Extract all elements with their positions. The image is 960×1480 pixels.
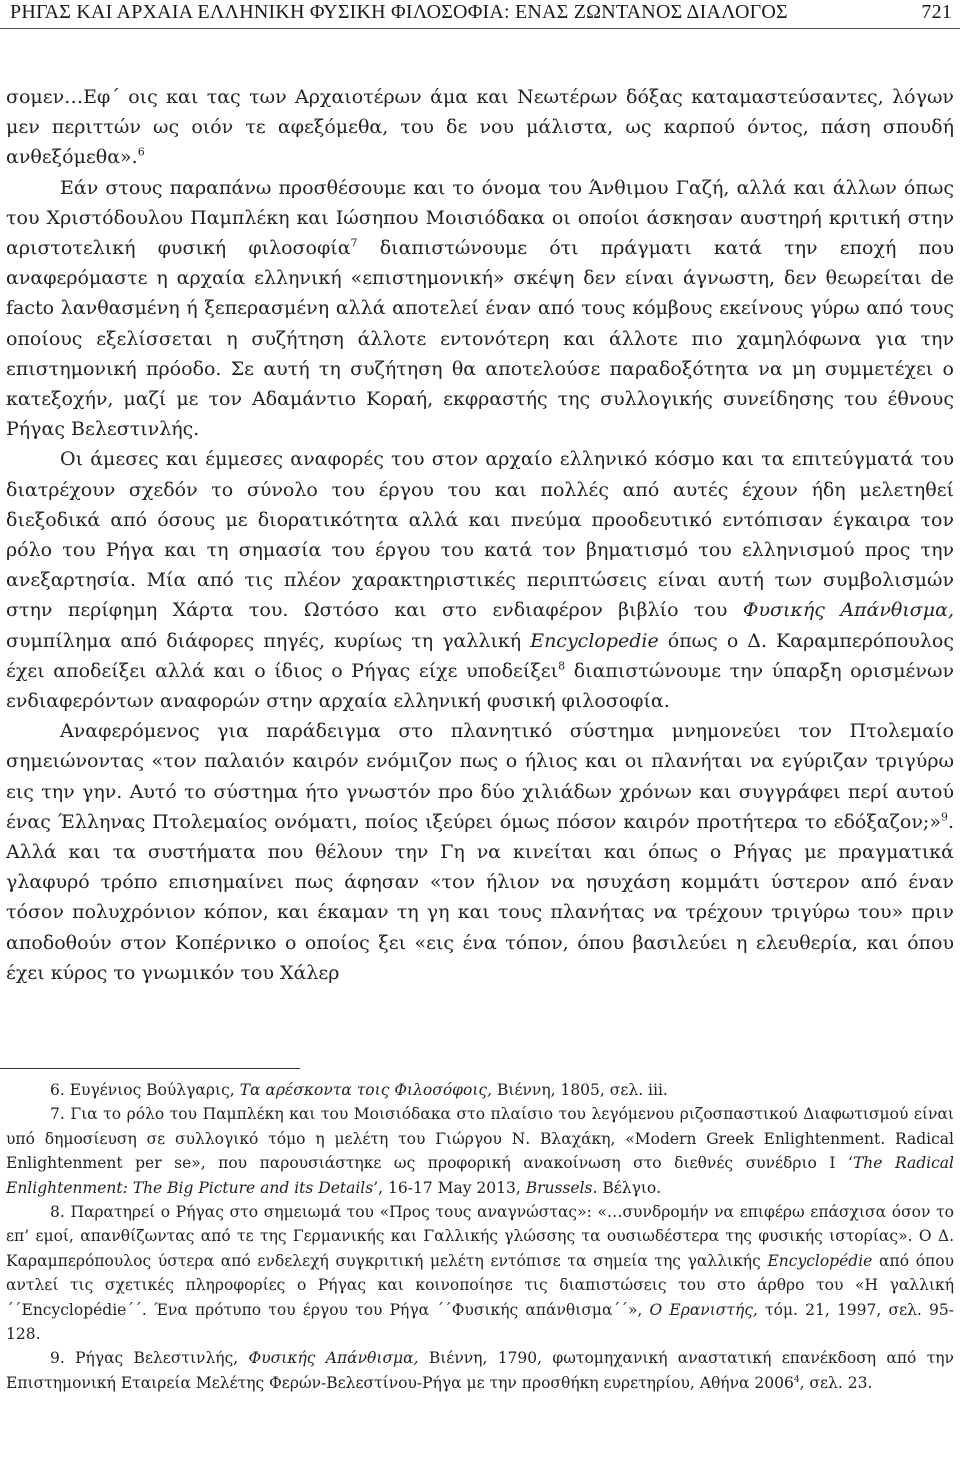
paragraph-3-text-c: όπως ο Δ. Καραμπερόπουλος έχει αποδείξει αλλά και ο ίδιος ο Ρήγας είχε υποδείξει	[6, 629, 954, 682]
footnote-6-text-a: 6. Ευγένιος Βούλγαρις,	[50, 1081, 240, 1099]
footnote-9-text-b: Βιέννη, 1790, φωτομηχανική αναστατική επανέκδοση από την Επιστημονική Εταιρεία Μελέτης Φερών-Βελεστίνου-Ρήγα με την προσθήκη ευρετηρίου, Αθήνα 2006	[6, 1349, 954, 1392]
paragraph-2-text-b: διαπιστώνουμε ότι πράγματι κατά την εποχή που αναφερόμαστε η αρχαία ελληνική «επιστημονική» σκέψη δεν είναι άγνωστη, δεν θεωρείται de facto λανθασμένη ή ξεπερασμένη αλλά αποτελεί έναν από τους κόμβους εκείνους γύρω από τους οποίους εξελίσσεται η συζήτηση άλλοτε εντονότερη και άλλοτε πιο χαμηλόφωνα για την επιστημονική πρόοδο. Σε αυτή τη συζήτηση θα αποτελούσε παραδοξότητα να μη συμμετέχει ο κατεξοχήν, μαζί με τον Αδαμάντιο Κοραή, εκφραστής της συλλογικής συνείδησης του έθνους Ρήγας Βελεστινλής.	[6, 237, 955, 441]
paragraph-1-text: σομεν…Εφ΄ οις και τας των Αρχαιοτέρων άμα και Νεωτέρων δόξας καταμαστεύσαντες, λόγων μεν περιττών ως οιόν τε αφεξόμεθα, του δε νου μάλιστα, ως καρπού όντος, πάση σπουδή ανθεξόμεθα».	[6, 86, 954, 169]
footnote-9-italic: Φυσικής Απάνθισμα,	[248, 1349, 419, 1368]
paragraph-2-text-a: Εάν στους παραπάνω προσθέσουμε και το όνομα του Άνθιμου Γαζή, αλλά και άλλων όπως του Χριστόδουλου Παμπλέκη και Ιώσηπου Μοισιόδακα οι οποίοι άσκησαν αυστηρή κριτική στην αριστοτελική φυσική φιλοσοφία	[6, 176, 954, 260]
running-title: ΡΗΓΑΣ ΚΑΙ ΑΡΧΑΙΑ ΕΛΛΗΝΙΚΗ ΦΥΣΙΚΗ ΦΙΛΟΣΟΦΙΑ: ΕΝΑΣ ΖΩΝΤΑΝΟΣ ΔΙΑΛΟΓΟΣ	[10, 0, 788, 23]
footnote-ref-9: 9	[940, 810, 948, 824]
footnote-8-text-a: 8. Παρατηρεί ο Ρήγας στο σημειωμά του «Προς τους αναγνώστας»: «…συνδρομήν να επιφέρω επάσχισα όσον το επ’ εμοί, απανθίζωντας από τε της Γερμανικής και Γαλλικής γλώσσης τα ουσιωδέστερα της φυσικής ιστορίας». Ο Δ. Καραμπερόπουλος ύστερα από ενδελεχή συγκριτική μελέτη εντόπισε τα σημεία της γαλλικής	[6, 1203, 954, 1270]
footnote-9-text-c: , σελ. 23.	[799, 1373, 873, 1392]
book-title-italic: Φυσικής Απάνθισμα,	[742, 599, 954, 622]
paragraph-3-text-b: συμπίλημα από διάφορες πηγές, κυρίως τη γαλλική	[6, 629, 531, 652]
paragraph-3-text-a: Οι άμεσες και έμμεσες αναφορές του στον αρχαίο ελληνικό κόσμο και τα επιτεύγματά του διατρέχουν σχεδόν το σύνολο του έργου του και πολλές από αυτές έχουν ήδη μελετηθεί διεξοδικά από όσους με διορατικότητα αλλά και πνεύμα προοδευτικό εντόπισαν έγκαιρα τον ρόλο του Ρήγα και τη σημασία του έργου του κατά τον βηματισμό του ελληνισμού προς την ανεξαρτησία. Μία από τις πλέον χαρακτηριστικές περιπτώσεις είναι αυτή των συμβολισμών στην περίφημη Χάρτα του. Ωστόσο και στο ενδιαφέρον βιβλίο του	[6, 448, 954, 622]
footnote-ref-6: 6	[137, 146, 145, 160]
main-text	[6, 82, 954, 988]
footnote-8	[6, 1200, 954, 1346]
paragraph-2	[6, 173, 954, 445]
footnote-7	[6, 1102, 954, 1200]
footnote-7-text-c: Βέλγιο.	[597, 1178, 662, 1197]
paragraph-4	[6, 716, 954, 988]
encyclopedie-italic: Encyclopedie	[530, 629, 659, 652]
paragraph-3	[6, 444, 954, 716]
footnote-6	[6, 1078, 954, 1102]
paragraph-4-text-a: Αναφερόμενος για παράδειγμα στο πλανητικό σύστημα μνημονεύει τον Πτολεμαίο σημειώνοντας «τον παλαιόν καιρόν ενόμιζον πως ο ήλιος και οι πλανήται να εγύριζαν τριγύρω εις την γην. Αυτό το σύστημα ήτο γνωστόν προ δύο χιλιάδων χρόνων και συγγράφει περί αυτού ένας Έλληνας Πτολεμαίος ονόματι, ποίος ιξεύρει όμως πόσον καιρόν προτήτερα το εδόξαζον;»	[6, 720, 954, 833]
paragraph-1	[6, 82, 954, 173]
footnote-9-text-a: 9. Ρήγας Βελεστινλής,	[50, 1349, 249, 1368]
header-divider	[0, 28, 960, 29]
footnote-8-italic-2: Ο Ερανιστής,	[649, 1300, 758, 1319]
footnote-6-italic: Τα αρέσκοντα τοις Φιλοσόφοις,	[239, 1081, 493, 1099]
footnotes	[6, 1078, 954, 1395]
footnote-7-italic: The Radical Enlightenment: The Big Picture and its Details	[6, 1154, 954, 1197]
footnote-6-text-b: Βιέννη, 1805, σελ. iii.	[492, 1081, 668, 1099]
footnote-7-italic-2: Brussels.	[525, 1178, 598, 1197]
footnote-9-superscript: 4	[793, 1374, 800, 1385]
footnote-ref-8: 8	[558, 659, 566, 673]
footnote-8-italic: Encyclopédie	[767, 1251, 873, 1270]
page-number: 721	[921, 0, 952, 23]
paragraph-3-text-d: διαπιστώνουμε την ύπαρξη ορισμένων ενδιαφερόντων αναφορών στην αρχαία ελληνική φυσική φιλοσοφία.	[6, 659, 954, 713]
paragraph-4-text-b: . Αλλά και τα συστήματα που θέλουν την Γη να κινείται και όπως ο Ρήγας με πραγματικά γλαφυρό τρόπο επισημαίνει πως άφησαν «τον ήλιον να ησυχάση κομμάτι ύστερον από έναν τόσον πολυχρόνιον κόπον, και έκαμαν τη γη και τους πλανήτας να τρέχουν τριγύρω του» πριν αποδοθούν στον Κοπέρνικο ο οποίος ξει «εις ένα τόπον, όπου βασιλεύει η ελευθερία, και όπου έχει κύρος το γνωμικόν του Χάλερ	[6, 810, 954, 984]
footnote-divider	[0, 1068, 300, 1069]
footnote-8-text-b: από όπου αντλεί τις σχετικές πληροφορίες ο Ρήγας και κοινοποίησε τις διαπιστώσεις του στο άρθρο του «Η γαλλική ΄΄Encyclopédie΄΄. Ένα πρότυπο του έργου του Ρήγα ΄΄Φυσικής απάνθισμα΄΄»,	[6, 1251, 954, 1319]
footnote-7-text-a: 7. Για το ρόλο του Παμπλέκη και του Μοισιόδακα στο πλαίσιο του λεγόμενου ριζοσπαστικού Διαφωτισμού είναι υπό δημοσίευση σε συλλογικό τόμο η μελέτη του Γιώργου Ν. Βλαχάκη, «Modern Greek Enlightenment. Radical Enlightenment per se», που παρουσιάστηκε ως προφορική ανακοίνωση στο διεθνές συνέδριο Ι ‘	[6, 1105, 954, 1173]
running-header	[10, 0, 952, 24]
footnote-8-text-c: τόμ. 21, 1997, σελ. 95-128.	[6, 1300, 954, 1344]
footnote-9	[6, 1346, 954, 1395]
footnote-ref-7: 7	[350, 236, 358, 250]
footnote-7-text-b: ’, 16-17 May 2013,	[373, 1178, 526, 1197]
